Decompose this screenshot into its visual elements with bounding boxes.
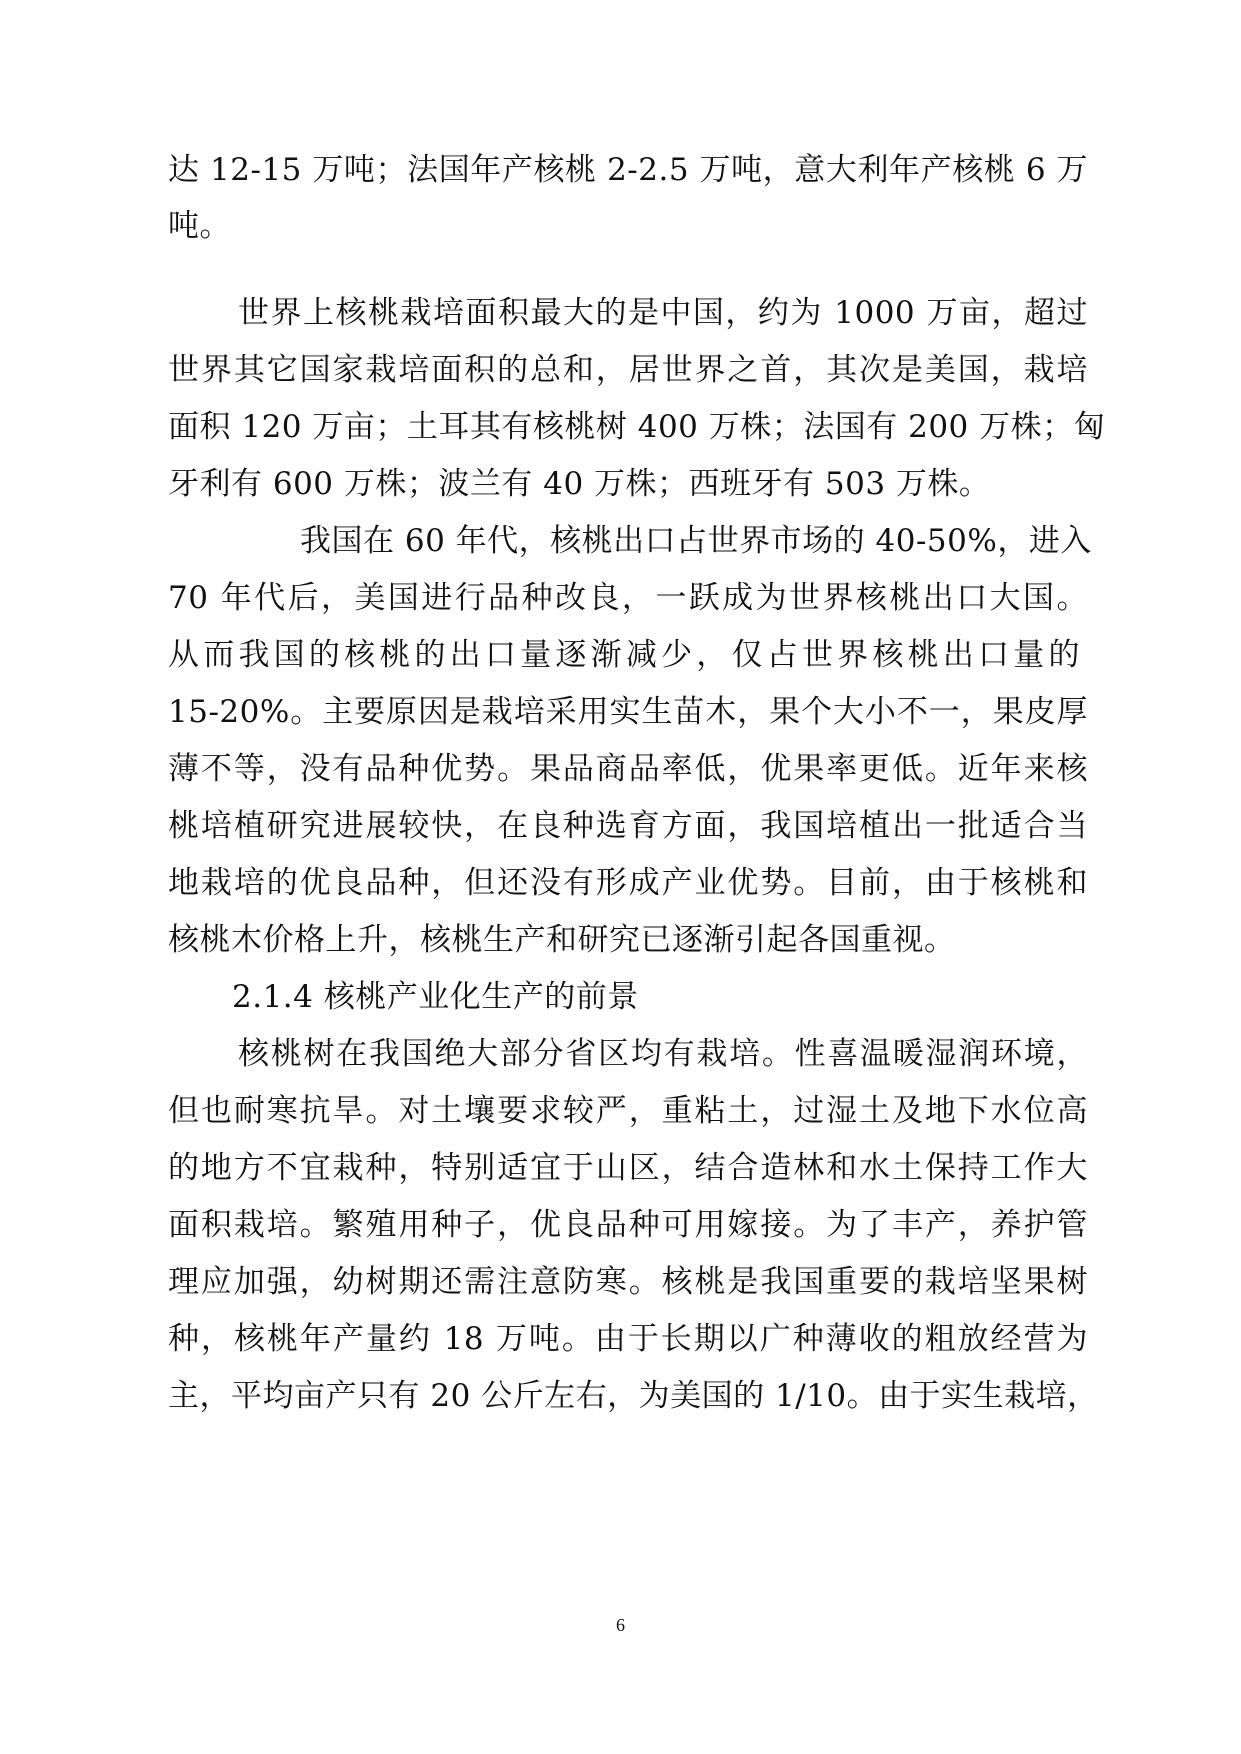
page-number: 6 bbox=[616, 1615, 625, 1635]
text-line: 牙利有 600 万株；波兰有 40 万株；西班牙有 503 万株。 bbox=[168, 466, 991, 502]
text-line: 但也耐寒抗旱。对土壤要求较严，重粘土，过湿土及地下水位高 bbox=[168, 1093, 1088, 1129]
text-line: 70 年代后，美国进行品种改良，一跃成为世界核桃出口大国。 bbox=[168, 580, 1088, 616]
text-line: 面积栽培。繁殖用种子，优良品种可用嫁接。为了丰产，养护管 bbox=[168, 1207, 1088, 1243]
text-line: 面积 120 万亩；土耳其有核桃树 400 万株；法国有 200 万株；匈 bbox=[168, 409, 1106, 445]
text-line: 薄不等，没有品种优势。果品商品率低，优果率更低。近年来核 bbox=[168, 751, 1088, 787]
text-line: 桃培植研究进展较快，在良种选育方面，我国培植出一批适合当 bbox=[168, 808, 1088, 844]
text-line: 15-20%。主要原因是栽培采用实生苗木，果个大小不一，果皮厚 bbox=[168, 694, 1088, 730]
paragraph-first-line: 我国在 60 年代，核桃出口占世界市场的 40-50%，进入 bbox=[300, 523, 1092, 559]
section-heading: 2.1.4 核桃产业化生产的前景 bbox=[232, 979, 639, 1015]
text-line: 达 12-15 万吨；法国年产核桃 2-2.5 万吨，意大利年产核桃 6 万 bbox=[168, 152, 1088, 188]
paragraph-first-line: 世界上核桃栽培面积最大的是中国，约为 1000 万亩，超过 bbox=[238, 295, 1088, 331]
text-line: 地栽培的优良品种，但还没有形成产业优势。目前，由于核桃和 bbox=[168, 865, 1088, 901]
text-line: 的地方不宜栽种，特别适宜于山区，结合造林和水土保持工作大 bbox=[168, 1150, 1088, 1186]
text-line: 核桃木价格上升，核桃生产和研究已逐渐引起各国重视。 bbox=[168, 922, 956, 958]
paragraph-first-line: 核桃树在我国绝大部分省区均有栽培。性喜温暖湿润环境， bbox=[238, 1036, 1088, 1072]
text-line: 种，核桃年产量约 18 万吨。由于长期以广种薄收的粗放经营为 bbox=[168, 1321, 1088, 1357]
text-line: 世界其它国家栽培面积的总和，居世界之首，其次是美国，栽培 bbox=[168, 352, 1088, 388]
text-line: 理应加强，幼树期还需注意防寒。核桃是我国重要的栽培坚果树 bbox=[168, 1264, 1088, 1300]
text-line: 吨。 bbox=[168, 208, 231, 244]
text-line: 主，平均亩产只有 20 公斤左右，为美国的 1/10。由于实生栽培， bbox=[168, 1378, 1099, 1414]
text-line: 从而我国的核桃的出口量逐渐减少，仅占世界核桃出口量的 bbox=[168, 637, 1080, 673]
